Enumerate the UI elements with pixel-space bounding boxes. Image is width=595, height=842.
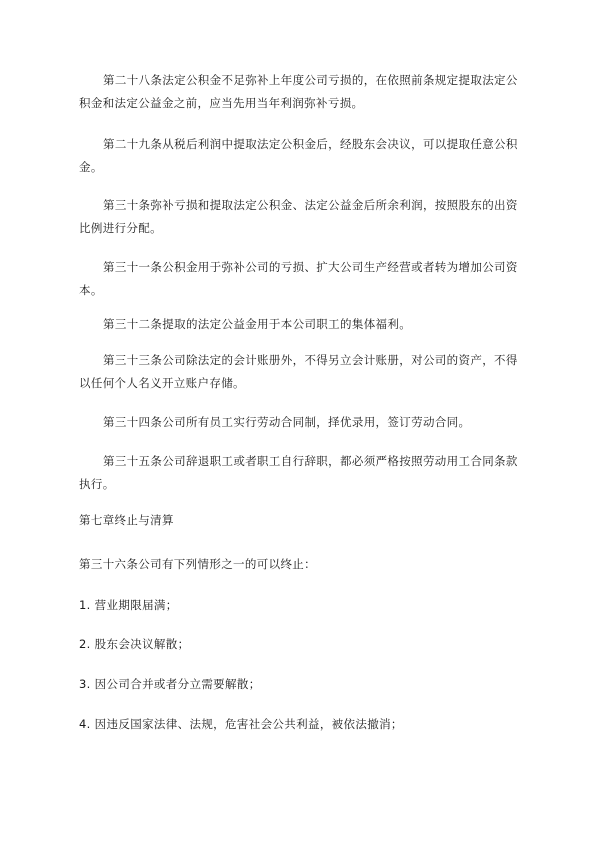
- paragraph-line: 金。: [79, 160, 103, 174]
- paragraph-line: 第三十一条公积金用于弥补公司的亏损、扩大公司生产经营或者转为增加公司资: [103, 260, 518, 274]
- paragraph-line: 第三十三条公司除法定的会计账册外，不得另立会计账册，对公司的资产，不得: [103, 353, 518, 367]
- article-29-paragraph: [79, 133, 518, 179]
- paragraph-line: 第二十八条法定公积金不足弥补上年度公司亏损的，在依照前条规定提取法定公: [103, 73, 518, 87]
- paragraph-line: 第三十二条提取的法定公益金用于本公司职工的集体福利。: [103, 317, 412, 331]
- list-item-3: [79, 673, 503, 696]
- paragraph-line: 第三十条弥补亏损和提取法定公积金、法定公益金后所余利润，按照股东的出资: [103, 198, 518, 212]
- article-28-paragraph: [79, 69, 518, 115]
- article-30-paragraph: [79, 194, 518, 240]
- article-34-paragraph: [103, 411, 503, 434]
- article-32-paragraph: [103, 313, 503, 336]
- article-35-paragraph: [79, 450, 518, 496]
- paragraph-line: 积金和法定公益金之前，应当先用当年利润弥补亏损。: [79, 96, 364, 110]
- list-item-4: [79, 713, 503, 736]
- paragraph-line: 执行。: [79, 477, 115, 491]
- paragraph-line: 第三十六条公司有下列情形之一的可以终止：: [79, 557, 316, 571]
- paragraph-line: 第二十九条从税后利润中提取法定公积金后，经股东会决议，可以提取任意公积: [103, 137, 518, 151]
- list-item-1: [79, 594, 503, 617]
- chapter-heading-line: 第七章终止与清算: [79, 513, 174, 527]
- article-36-paragraph: [79, 553, 503, 576]
- paragraph-line: 第三十五条公司辞退职工或者职工自行辞职，都必须严格按照劳动用工合同条款: [103, 454, 518, 468]
- paragraph-line: 以任何个人名义开立账户存储。: [79, 376, 245, 390]
- article-31-paragraph: [79, 256, 518, 302]
- list-item-line: 4. 因违反国家法律、法规，危害社会公共利益，被依法撤消；: [79, 717, 403, 731]
- chapter-7-heading: [79, 509, 503, 532]
- list-item-line: 1. 营业期限届满；: [79, 598, 178, 612]
- list-item-2: [79, 633, 503, 656]
- paragraph-line: 比例进行分配。: [79, 221, 162, 235]
- paragraph-line: 本。: [79, 283, 103, 297]
- article-33-paragraph: [79, 349, 518, 395]
- list-item-line: 3. 因公司合并或者分立需要解散；: [79, 677, 261, 691]
- paragraph-line: 第三十四条公司所有员工实行劳动合同制，择优录用，签订劳动合同。: [103, 415, 471, 429]
- list-item-line: 2. 股东会决议解散；: [79, 637, 190, 651]
